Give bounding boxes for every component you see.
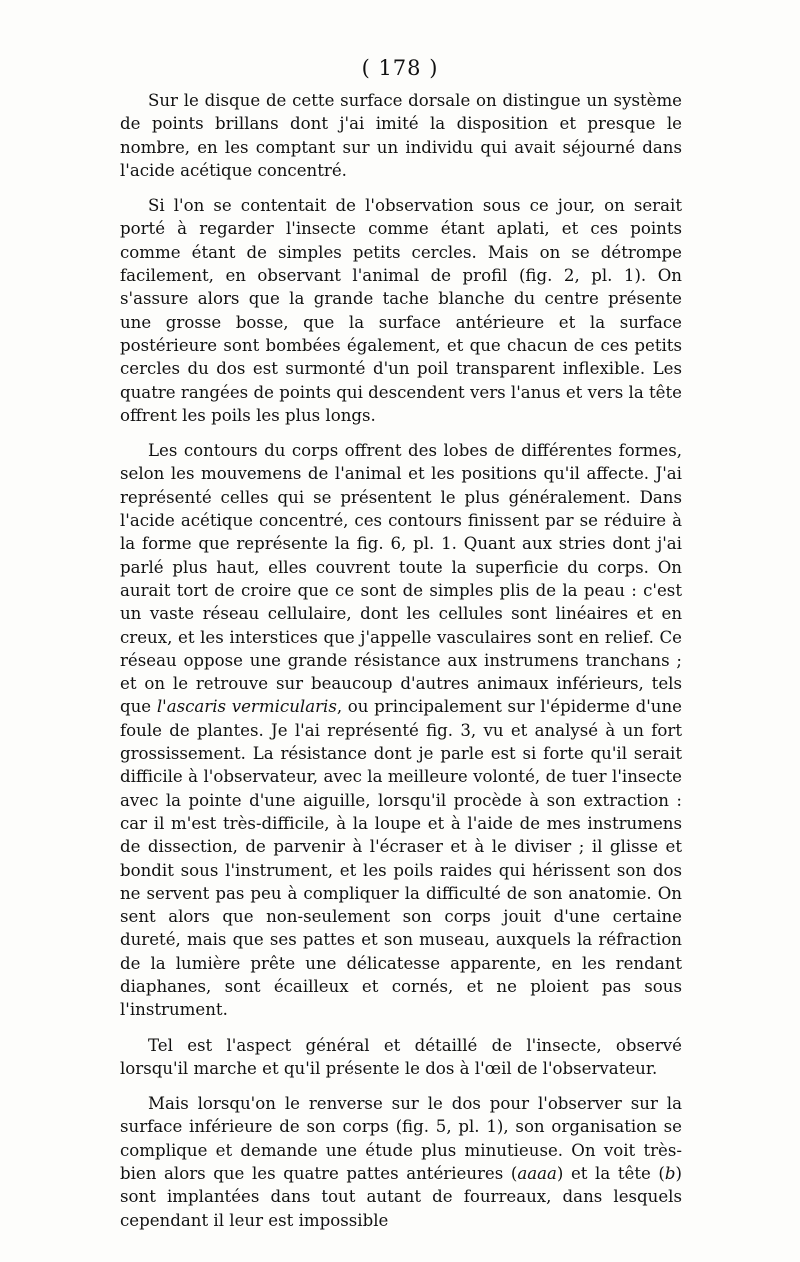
italic-label-aaaa: aaaa — [517, 1164, 557, 1184]
paragraph-4: Tel est l'aspect général et détaillé de l'insecte, observé lorsqu'il marche et qu'il présente le dos à l'œil de l'observateur. — [120, 1035, 682, 1078]
page-body-text — [120, 89, 682, 1232]
paragraph-3 — [120, 439, 682, 1021]
paragraph-5-text-before: Mais lorsqu'on le renverse sur le dos pour l'observer sur la surface inférieure de son corps (fig. 5, pl. 1), son organisation se complique et demande une étude plus minutieuse. On voit très-bien alors que les quatre pattes antérieures ( — [120, 1094, 682, 1184]
italic-label-b: b — [664, 1164, 676, 1184]
paragraph-5 — [120, 1092, 682, 1232]
paragraph-5-text-middle: ) et la tête ( — [556, 1164, 665, 1184]
paragraph-3-text-before: Les contours du corps offrent des lobes de différentes formes, selon les mouvemens de l'animal et les positions qu'il affecte. J'ai représenté celles qui se présentent le plus généralement. Dans l'acide acétique concentré, ces contours finissent par se réduire à la forme que représente la fig. 6, pl. 1. Quant aux stries dont j'ai parlé plus haut, elles couvrent toute la superficie du corps. On aurait tort de croire que ce sont de simples plis de la peau : c'est un vaste réseau cellulaire, dont les cellules sont linéaires et en creux, et les interstices que j'appelle vasculaires sont en relief. Ce réseau oppose une grande résistance aux instrumens tranchans ; et on le retrouve sur beaucoup d'autres animaux inférieurs, tels que — [120, 441, 682, 717]
paragraph-2: Si l'on se contentait de l'observation sous ce jour, on serait porté à regarder l'insecte comme étant aplati, et ces points comme étant de simples petits cercles. Mais on se détrompe facilement, en observant l'animal de profil (fig. 2, pl. 1). On s'assure alors que la grande tache blanche du centre présente une grosse bosse, que la surface antérieure et la surface postérieure sont bombées également, et que chacun de ces petits cercles du dos est surmonté d'un poil transparent inflexible. Les quatre rangées de points qui descendent vers l'anus et vers la tête offrent les poils les plus longs. — [120, 196, 682, 425]
page-number: ( 178 ) — [361, 56, 439, 80]
paragraph-3-text-after: , ou principalement sur l'épiderme d'une foule de plantes. Je l'ai représenté fig. 3, vu et analysé à un fort grossissement. La résistance dont je parle est si forte qu'il serait difficile à l'observateur, avec la meilleure volonté, de tuer l'insecte avec la pointe d'une aiguille, lorsqu'il procède à son extraction : car il m'est très-difficile, à la loupe et à l'aide de mes instrumens de dissection, de parvenir à l'écraser et à le diviser ; il glisse et bondit sous l'instrument, et les poils raides qui hérissent son dos ne servent pas peu à compliquer la difficulté de son anatomie. On sent alors que non-seulement son corps jouit d'une certaine dureté, mais que ses pattes et son museau, auxquels la réfraction de la lumière prête une délicatesse apparente, en les rendant diaphanes, sont écailleux et cornés, et ne ploient pas sous l'instrument. — [120, 697, 682, 1020]
italic-species-name: l'ascaris vermicularis — [156, 697, 337, 717]
paragraph-5-text-after: ) sont implantées dans tout autant de fourreaux, dans lesquels cependant il leur est impossible — [120, 1164, 682, 1230]
paragraph-1: Sur le disque de cette surface dorsale on distingue un système de points brillans dont j'ai imité la disposition et presque le nombre, en les comptant sur un individu qui avait séjourné dans l'acide acétique concentré. — [120, 91, 682, 180]
